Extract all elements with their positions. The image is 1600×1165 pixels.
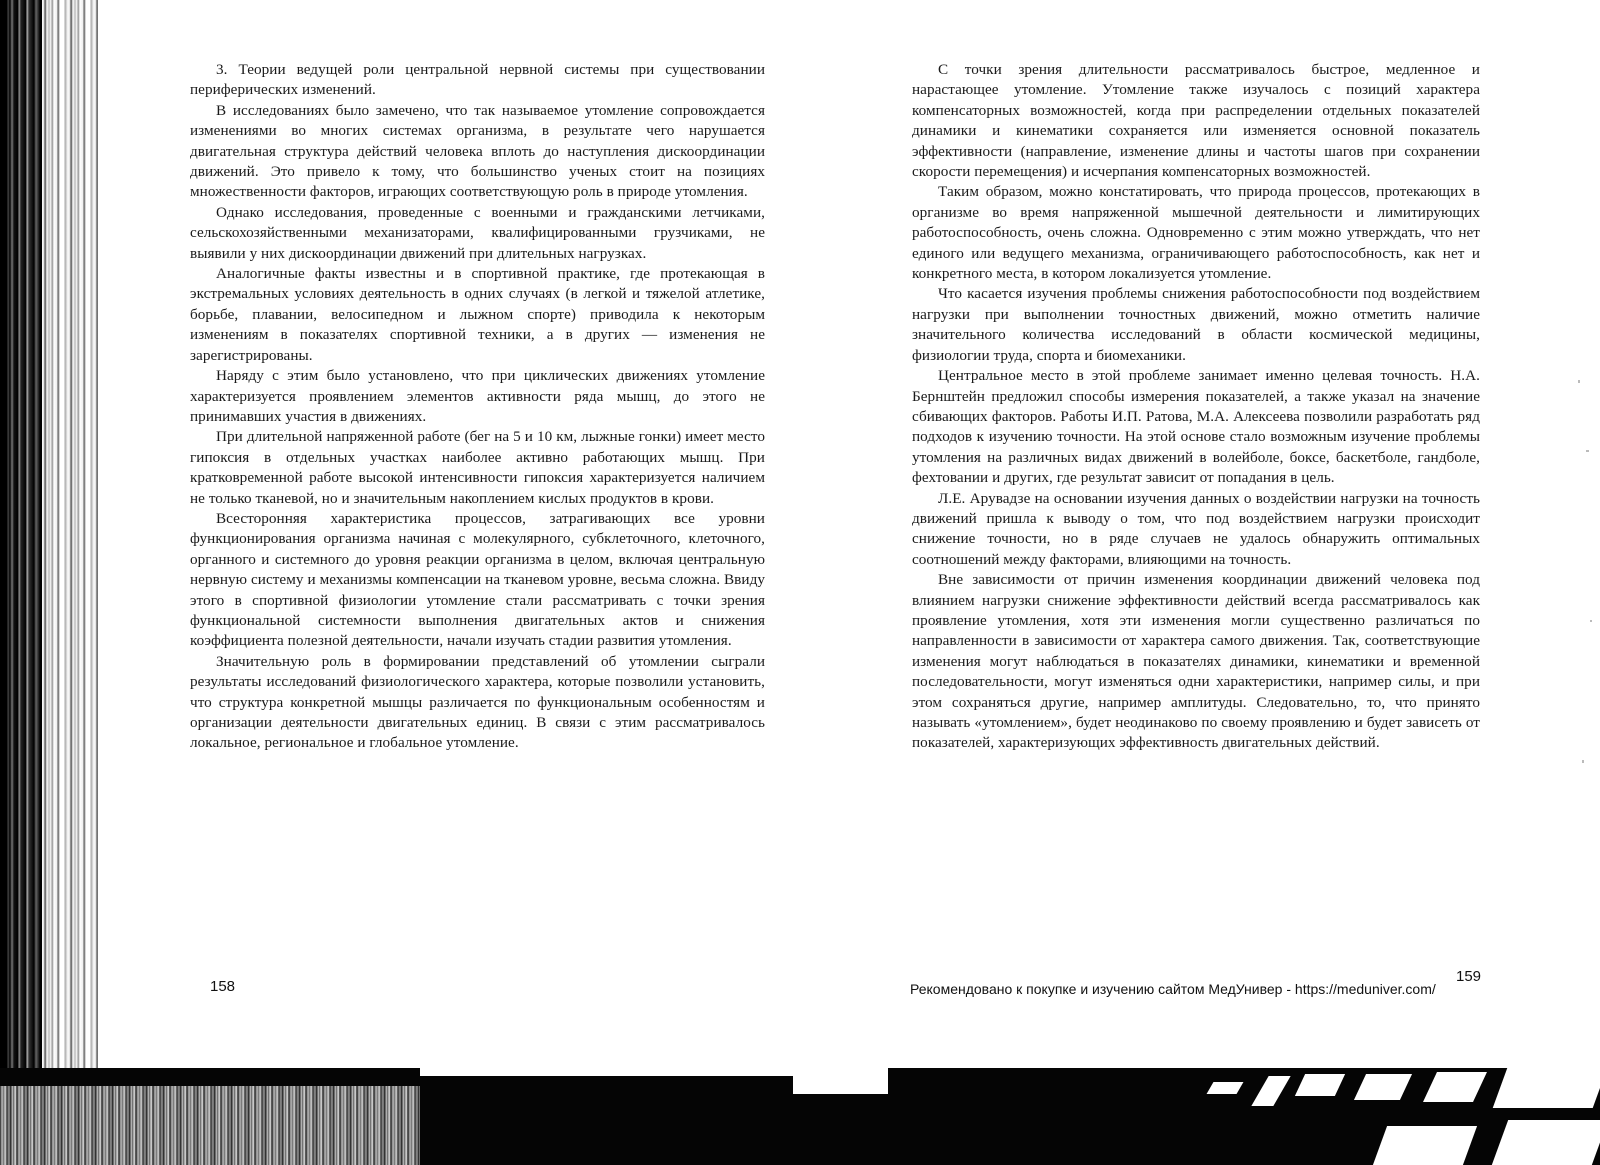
left-paragraph-1: 3. Теории ведущей роли центральной нервной системы при существовании периферических изменений. xyxy=(190,61,765,99)
left-paragraph-4: Аналогичные факты известны и в спортивной практике, где протекающая в экстремальных условиях деятельность в одних случаях (в легкой и тяжелой атлетике, борьбе, плавании, велосипедном и лыжном спорте) приводила к некоторым изменениям в показателях спортивной техники, а в других — изменения не зарегистрированы. xyxy=(190,265,765,364)
scan-blot xyxy=(1493,1068,1600,1108)
scan-notch xyxy=(793,1068,888,1094)
scan-blot xyxy=(1492,1120,1600,1165)
right-page xyxy=(912,60,1480,754)
left-paragraph-5: Наряду с этим было установлено, что при циклических движениях утомление характеризуется проявлением элементов активности ряда мышц, до этого не принимавших участия в движениях. xyxy=(190,367,765,425)
left-paragraph-8: Значительную роль в формировании представлений об утомлении сыграли результаты исследований физиологического характера, которые позволили установить, что структура конкретной мышцы различается по функциональным особенностям и организации деятельности двигательных единиц. В связи с этим рассматривалось локальное, региональное и глобальное утомление. xyxy=(190,652,765,752)
right-paragraph-4: Центральное место в этой проблеме занимает именно целевая точность. Н.А. Бернштейн предложил способы измерения показателей, а также указал на значение сбивающих факторов. Работы И.П. Ратова, М.А. Алексеева позволили разработать ряд подходов к изучению точности. На этой основе стало возможным изучение проблемы утомления на различных видах движений в волейболе, боксе, баскетболе, гандболе, фехтовании и других, где результат зависит от попадания в цель. xyxy=(912,367,1480,487)
right-paragraph-5: Л.Е. Арувадзе на основании изучения данных о воздействии нагрузки на точность движений пришла к выводу о том, что под воздействием нагрузки происходит снижение точности, но в ряде случаев не удалось обнаружить оптимальных соотношений между факторами, влияющими на точность. xyxy=(912,489,1480,568)
page-number-left: 158 xyxy=(210,978,236,995)
scan-blot xyxy=(1423,1072,1487,1102)
right-paragraph-6: Вне зависимости от причин изменения координации движений человека под влиянием нагрузки снижение эффективности действий всегда рассматривалось как проявление утомления, хотя эти изменения могли существенно различаться по направленности в зависимости от характера самого движения. Так, соответствующие изменения могут наблюдаться в показателях динамики, кинематики и временной последовательности, могут изменяться одни характеристики, например силы, и при этом сохраняться другие, например амплитуды. Следовательно, то, что принято называть «утомлением», будет неодинаково по своему проявлению и будет зависеть от показателей, характеризующих эффективность двигательных действий. xyxy=(912,571,1480,752)
scan-speck xyxy=(1578,380,1580,383)
right-paragraph-3: Что касается изучения проблемы снижения работоспособности под воздействием нагрузки при выполнении точностных движений, можно отметить наличие значительного количества исследований в области космической медицины, физиологии труда, спорта и биомеханики. xyxy=(912,285,1480,364)
scan-blot xyxy=(1295,1074,1345,1096)
scan-blot xyxy=(1354,1074,1412,1100)
scan-speck xyxy=(1590,620,1592,622)
scan-blot xyxy=(1373,1126,1477,1165)
scan-speck xyxy=(1582,760,1584,763)
left-paragraph-7: Всесторонняя характеристика процессов, затрагивающих все уровни функционирования организма начиная с молекулярного, субклеточного, клеточного, органного и системного до уровня реакции организма в целом, включая центральную нервную систему и механизмы компенсации на тканевом уровне, весьма сложна. Ввиду этого в спортивной физиологии утомление стали рассматривать с точки зрения функциональной системности выполнения двигательных актов и снижения коэффициента полезной деятельности, начали изучать стадии развития утомления. xyxy=(190,509,765,650)
left-paragraph-6: При длительной напряженной работе (бег на 5 и 10 км, лыжные гонки) имеет место гипоксия в отдельных участках наиболее активно работающих мышц. При кратковременной работе высокой интенсивности гипоксия характеризуется наличием не только тканевой, но и значительным накоплением кислых продуктов в крови. xyxy=(190,428,765,507)
scan-dark-edge-bottom xyxy=(0,1068,1600,1165)
left-paragraph-2: В исследованиях было замечено, что так называемое утомление сопровождается изменениями во многих системах организма, в результате чего нарушается двигательная структура действий человека вплоть до наступления дискоординации движений. Это привело к тому, что большинство ученых стоит на позициях множественности факторов, играющих соответствующую роль в природе утомления. xyxy=(190,101,765,201)
footer-recommendation-note: Рекомендовано к покупке и изучению сайтом МедУнивер - https://meduniver.com/ xyxy=(910,981,1436,997)
scan-gap xyxy=(420,1068,793,1076)
scan-speck xyxy=(1586,450,1589,452)
scan-blot xyxy=(1251,1076,1290,1106)
left-page xyxy=(190,60,765,754)
scan-stripe-artifact xyxy=(0,1086,420,1165)
page-number-right: 159 xyxy=(1456,968,1482,985)
scan-dark-edge-left xyxy=(0,0,98,1165)
left-paragraph-3: Однако исследования, проведенные с военными и гражданскими летчиками, сельскохозяйственными механизаторами, квалифицированными грузчиками, не выявили у них дискоординации движений при длительных нагрузках. xyxy=(190,203,765,262)
scan-blot xyxy=(1207,1082,1244,1094)
right-paragraph-2: Таким образом, можно констатировать, что природа процессов, протекающих в организме во время напряженной мышечной деятельности и лимитирующих работоспособность, очень сложна. Одновременно с этим можно утверждать, что нет единого или ведущего механизма, ограничивающего работоспособность, как нет и конкретного места, в котором локализуется утомление. xyxy=(912,183,1480,283)
right-paragraph-1: С точки зрения длительности рассматривалось быстрое, медленное и нарастающее утомление. Утомление также изучалось с позиций характера компенсаторных возможностей, когда при распределении отдельных показателей динамики и кинематики сохраняется или изменяется основной показатель эффективности (направление, изменение длины и частоты шагов при сохранении скорости перемещения) и исчерпания компенсаторных возможностей. xyxy=(912,61,1480,181)
